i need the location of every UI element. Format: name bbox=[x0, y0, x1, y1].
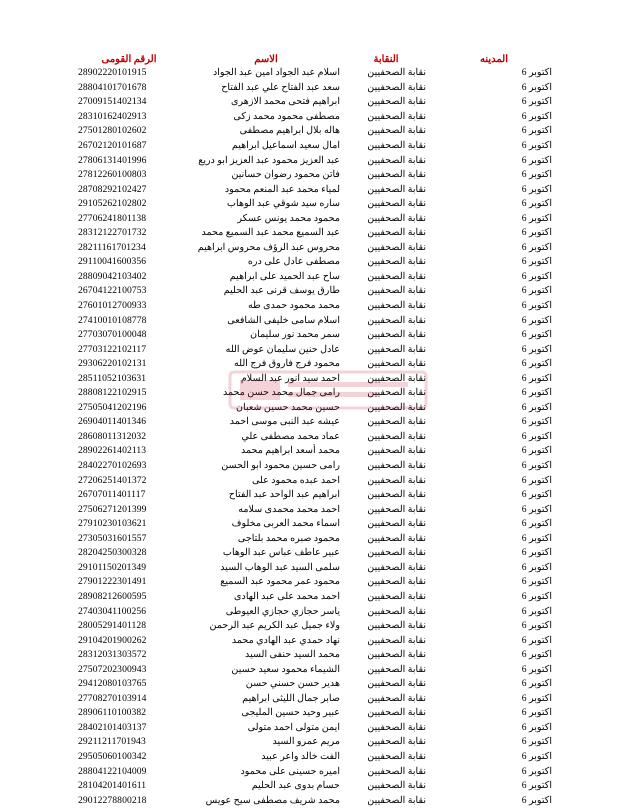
national-id-cell: 28608011312032 bbox=[78, 430, 147, 442]
national-id-cell: 27901222301491 bbox=[78, 576, 147, 588]
city-cell: اكتوبر 6 bbox=[521, 430, 552, 442]
table-row bbox=[70, 430, 560, 445]
table-body bbox=[70, 66, 560, 808]
name-cell: ايمن متولى احمد متولى bbox=[247, 721, 340, 733]
city-cell: اكتوبر 6 bbox=[521, 416, 552, 428]
table-row bbox=[70, 226, 560, 241]
name-cell: نهاد حمدي عبد الهادي محمد bbox=[231, 634, 340, 646]
national-id-cell: 27708270103914 bbox=[78, 692, 147, 704]
header-city: المدينه bbox=[479, 54, 509, 65]
national-id-cell: 27505041202196 bbox=[78, 401, 147, 413]
city-cell: اكتوبر 6 bbox=[521, 678, 552, 690]
city-cell: اكتوبر 6 bbox=[521, 154, 552, 166]
city-cell: اكتوبر 6 bbox=[521, 561, 552, 573]
header-union: النقابة bbox=[373, 54, 399, 65]
union-cell: نقابة الصحفيين bbox=[367, 125, 426, 137]
table-row bbox=[70, 95, 560, 110]
union-cell: نقابة الصحفيين bbox=[367, 67, 426, 79]
table-row bbox=[70, 270, 560, 285]
national-id-cell: 27506271201399 bbox=[78, 503, 147, 515]
city-cell: اكتوبر 6 bbox=[521, 736, 552, 748]
name-cell: احمد محمد محمدى سلامه bbox=[238, 503, 340, 515]
city-cell: اكتوبر 6 bbox=[521, 96, 552, 108]
national-id-cell: 27501280102602 bbox=[78, 125, 147, 137]
city-cell: اكتوبر 6 bbox=[521, 300, 552, 312]
name-cell: الشيماء محمود سعيد حسين bbox=[231, 663, 340, 675]
city-cell: اكتوبر 6 bbox=[521, 343, 552, 355]
table-row bbox=[70, 153, 560, 168]
national-id-cell: 29104201900262 bbox=[78, 634, 147, 646]
union-cell: نقابة الصحفيين bbox=[367, 227, 426, 239]
city-cell: اكتوبر 6 bbox=[521, 721, 552, 733]
union-cell: نقابة الصحفيين bbox=[367, 736, 426, 748]
national-id-cell: 27703122102117 bbox=[78, 343, 147, 355]
city-cell: اكتوبر 6 bbox=[521, 358, 552, 370]
union-cell: نقابة الصحفيين bbox=[367, 256, 426, 268]
name-cell: مريم عمرو السيد bbox=[272, 736, 340, 748]
table-row bbox=[70, 139, 560, 154]
national-id-cell: 26704122100753 bbox=[78, 285, 147, 297]
city-cell: اكتوبر 6 bbox=[521, 590, 552, 602]
city-cell: اكتوبر 6 bbox=[521, 489, 552, 501]
union-cell: نقابة الصحفيين bbox=[367, 605, 426, 617]
table-row bbox=[70, 313, 560, 328]
name-cell: اسلام سامى خليفى الشافعى bbox=[227, 314, 340, 326]
name-cell: سمر محمد نور سليمان bbox=[250, 329, 340, 341]
table-row bbox=[70, 444, 560, 459]
national-id-cell: 27305031601557 bbox=[78, 532, 147, 544]
table-row bbox=[70, 648, 560, 663]
table-row bbox=[70, 81, 560, 96]
city-cell: اكتوبر 6 bbox=[521, 663, 552, 675]
name-cell: محمد السيد حنفى السيد bbox=[245, 649, 340, 661]
city-cell: اكتوبر 6 bbox=[521, 576, 552, 588]
city-cell: اكتوبر 6 bbox=[521, 198, 552, 210]
name-cell: محمد شريف مصطفى سيح عويس bbox=[205, 794, 340, 806]
name-cell: طارق يوسف قرنى عبد الحليم bbox=[223, 285, 340, 297]
city-cell: اكتوبر 6 bbox=[521, 460, 552, 472]
city-cell: اكتوبر 6 bbox=[521, 285, 552, 297]
name-cell: عبد العزيز محمود عبد العزيز ابو دريع bbox=[198, 154, 340, 166]
national-id-cell: 29505060100342 bbox=[78, 750, 147, 762]
name-cell: سلمى السيد عبد الوهاب السيد bbox=[220, 561, 340, 573]
table-row bbox=[70, 532, 560, 547]
table-row bbox=[70, 459, 560, 474]
name-cell: هاله بلال ابراهيم مصطفى bbox=[239, 125, 340, 137]
union-cell: نقابة الصحفيين bbox=[367, 169, 426, 181]
city-cell: اكتوبر 6 bbox=[521, 81, 552, 93]
name-cell: حسام بدوى عبد الحليم bbox=[251, 780, 340, 792]
city-cell: اكتوبر 6 bbox=[521, 329, 552, 341]
name-cell: احمد سيد انور عبد السلام bbox=[240, 372, 340, 384]
name-cell: لمياء محمد عبد المنعم محمود bbox=[224, 183, 340, 195]
city-cell: اكتوبر 6 bbox=[521, 649, 552, 661]
name-cell: اسماء محمد العربى مخلوف bbox=[231, 518, 340, 530]
national-id-cell: 28005291401128 bbox=[78, 620, 147, 632]
table-row bbox=[70, 401, 560, 416]
city-cell: اكتوبر 6 bbox=[521, 110, 552, 122]
table-row bbox=[70, 721, 560, 736]
national-id-cell: 27403041100256 bbox=[78, 605, 147, 617]
union-cell: نقابة الصحفيين bbox=[367, 110, 426, 122]
name-cell: اسلام عبد الجواد امين عبد الجواد bbox=[212, 67, 340, 79]
city-cell: اكتوبر 6 bbox=[521, 270, 552, 282]
table-row bbox=[70, 561, 560, 576]
union-cell: نقابة الصحفيين bbox=[367, 590, 426, 602]
city-cell: اكتوبر 6 bbox=[521, 692, 552, 704]
city-cell: اكتوبر 6 bbox=[521, 765, 552, 777]
union-cell: نقابة الصحفيين bbox=[367, 576, 426, 588]
union-cell: نقابة الصحفيين bbox=[367, 707, 426, 719]
national-id-cell: 26707011401117 bbox=[78, 489, 146, 501]
table-row bbox=[70, 546, 560, 561]
table-row bbox=[70, 66, 560, 81]
table-row bbox=[70, 168, 560, 183]
national-id-cell: 28402270102693 bbox=[78, 460, 147, 472]
name-cell: احمد عبده محمود على bbox=[251, 474, 340, 486]
union-cell: نقابة الصحفيين bbox=[367, 285, 426, 297]
city-cell: اكتوبر 6 bbox=[521, 125, 552, 137]
name-cell: محمود عمر محمود عبد السميع bbox=[220, 576, 340, 588]
national-id-cell: 27410010108778 bbox=[78, 314, 147, 326]
table-row bbox=[70, 255, 560, 270]
table-row bbox=[70, 706, 560, 721]
table-row bbox=[70, 415, 560, 430]
name-cell: اميره حسينى على محمود bbox=[240, 765, 340, 777]
city-cell: اكتوبر 6 bbox=[521, 518, 552, 530]
union-cell: نقابة الصحفيين bbox=[367, 343, 426, 355]
name-cell: عبير وحيد حسين المليجى bbox=[241, 707, 340, 719]
city-cell: اكتوبر 6 bbox=[521, 67, 552, 79]
union-cell: نقابة الصحفيين bbox=[367, 634, 426, 646]
union-cell: نقابة الصحفيين bbox=[367, 154, 426, 166]
union-cell: نقابة الصحفيين bbox=[367, 663, 426, 675]
table-row bbox=[70, 197, 560, 212]
union-cell: نقابة الصحفيين bbox=[367, 300, 426, 312]
union-cell: نقابة الصحفيين bbox=[367, 372, 426, 384]
national-id-cell: 29101150201349 bbox=[78, 561, 147, 573]
union-cell: نقابة الصحفيين bbox=[367, 183, 426, 195]
table-row bbox=[70, 662, 560, 677]
table-row bbox=[70, 124, 560, 139]
table-row bbox=[70, 182, 560, 197]
union-cell: نقابة الصحفيين bbox=[367, 649, 426, 661]
name-cell: هدير حسن حسني حسن bbox=[245, 678, 340, 690]
table-row bbox=[70, 299, 560, 314]
union-cell: نقابة الصحفيين bbox=[367, 387, 426, 399]
table-row bbox=[70, 677, 560, 692]
city-cell: اكتوبر 6 bbox=[521, 634, 552, 646]
national-id-cell: 29110041600356 bbox=[78, 256, 147, 268]
national-id-cell: 28312122701732 bbox=[78, 227, 147, 239]
table-row bbox=[70, 357, 560, 372]
union-cell: نقابة الصحفيين bbox=[367, 212, 426, 224]
union-cell: نقابة الصحفيين bbox=[367, 140, 426, 151]
union-cell: نقابة الصحفيين bbox=[367, 401, 426, 413]
name-cell: عبير عاطف عباس عبد الوهاب bbox=[222, 547, 340, 559]
national-id-cell: 28804122104009 bbox=[78, 765, 147, 777]
city-cell: اكتوبر 6 bbox=[521, 707, 552, 719]
national-id-cell: 28808122102915 bbox=[78, 387, 147, 399]
national-id-cell: 27806131401996 bbox=[78, 154, 147, 166]
name-cell: مصطفى عادل على دره bbox=[247, 256, 340, 268]
national-id-cell: 27507202300943 bbox=[78, 663, 147, 675]
city-cell: اكتوبر 6 bbox=[521, 183, 552, 195]
union-cell: نقابة الصحفيين bbox=[367, 445, 426, 457]
national-id-cell: 29306220102131 bbox=[78, 358, 147, 370]
national-id-cell: 28809042103402 bbox=[78, 270, 147, 282]
name-cell: ياسر حجازي حجازي العيوطى bbox=[225, 605, 340, 617]
table-row bbox=[70, 342, 560, 357]
header-row bbox=[70, 53, 560, 66]
city-cell: اكتوبر 6 bbox=[521, 256, 552, 268]
union-cell: نقابة الصحفيين bbox=[367, 794, 426, 806]
national-id-cell: 28211161701234 bbox=[78, 241, 146, 253]
national-id-cell: 28204250300328 bbox=[78, 547, 147, 559]
name-cell: ساره سيد شوقي عبد الوهاب bbox=[227, 198, 340, 210]
city-cell: اكتوبر 6 bbox=[521, 401, 552, 413]
name-cell: رامى جمال محمد حسن محمد bbox=[222, 387, 340, 399]
union-cell: نقابة الصحفيين bbox=[367, 329, 426, 341]
name-cell: ولاء جميل عبد الكريم عبد الرحمن bbox=[209, 620, 340, 632]
name-cell: رامى حسين محمود ابو الحسن bbox=[221, 460, 340, 472]
national-id-cell: 28804101701678 bbox=[78, 81, 147, 93]
union-cell: نقابة الصحفيين bbox=[367, 750, 426, 762]
national-id-cell: 29211211701943 bbox=[78, 736, 146, 748]
table-row bbox=[70, 619, 560, 634]
name-cell: فاتن محمود رضوان حسانين bbox=[231, 169, 340, 181]
city-cell: اكتوبر 6 bbox=[521, 780, 552, 792]
national-id-cell: 27601012700933 bbox=[78, 300, 147, 312]
name-cell: محروس عبد الرؤف محروس ابراهيم bbox=[197, 241, 340, 253]
national-id-cell: 28312031303572 bbox=[78, 649, 147, 661]
national-id-cell: 27812260100803 bbox=[78, 169, 147, 181]
union-cell: نقابة الصحفيين bbox=[367, 96, 426, 108]
name-cell: سعد عبد الفتاح علي عبد الفتاح bbox=[221, 81, 340, 93]
header-national-id: الرقم القومى bbox=[101, 54, 157, 65]
city-cell: اكتوبر 6 bbox=[521, 212, 552, 224]
union-cell: نقابة الصحفيين bbox=[367, 692, 426, 704]
city-cell: اكتوبر 6 bbox=[521, 532, 552, 544]
city-cell: اكتوبر 6 bbox=[521, 241, 552, 253]
table-row bbox=[70, 590, 560, 605]
union-cell: نقابة الصحفيين bbox=[367, 314, 426, 326]
name-cell: احمد محمد على عبد الهادى bbox=[234, 590, 340, 602]
city-cell: اكتوبر 6 bbox=[521, 605, 552, 617]
name-cell: محمد محمود حمدى طه bbox=[247, 300, 340, 312]
name-cell: عيشه عبد النبى موسى احمد bbox=[229, 416, 340, 428]
name-cell: الفت خالد واعر عبيد bbox=[261, 750, 340, 762]
union-cell: نقابة الصحفيين bbox=[367, 474, 426, 486]
table-row bbox=[70, 779, 560, 794]
national-id-cell: 28906110100382 bbox=[78, 707, 147, 719]
union-cell: نقابة الصحفيين bbox=[367, 489, 426, 501]
national-id-cell: 28310162402913 bbox=[78, 110, 147, 122]
union-cell: نقابة الصحفيين bbox=[367, 503, 426, 515]
national-id-cell: 27206251401372 bbox=[78, 474, 147, 486]
name-cell: مصطفى محمود محمد زكى bbox=[233, 110, 340, 122]
members-table bbox=[70, 53, 560, 808]
table-row bbox=[70, 502, 560, 517]
city-cell: اكتوبر 6 bbox=[521, 140, 552, 151]
national-id-cell: 28104201401611 bbox=[78, 780, 147, 792]
union-cell: نقابة الصحفيين bbox=[367, 620, 426, 632]
name-cell: عادل حنين سليمان عوض الله bbox=[225, 343, 340, 355]
national-id-cell: 28908212600595 bbox=[78, 590, 147, 602]
national-id-cell: 29412080103765 bbox=[78, 678, 147, 690]
name-cell: ابراهيم فتحى محمد الازهرى bbox=[230, 96, 340, 108]
national-id-cell: 28511052103631 bbox=[78, 372, 147, 384]
national-id-cell: 29012278800218 bbox=[78, 794, 147, 806]
national-id-cell: 28902261402113 bbox=[78, 445, 147, 457]
name-cell: حسين محمد حسين شعبان bbox=[235, 401, 340, 413]
table-row bbox=[70, 575, 560, 590]
name-cell: عبد السميع محمد عبد السميع محمد bbox=[201, 227, 340, 239]
city-cell: اكتوبر 6 bbox=[521, 547, 552, 559]
name-cell: صابر جمال الليثى ابراهيم bbox=[242, 692, 340, 704]
union-cell: نقابة الصحفيين bbox=[367, 721, 426, 733]
national-id-cell: 26904011401346 bbox=[78, 416, 147, 428]
table-row bbox=[70, 110, 560, 125]
table-row bbox=[70, 241, 560, 256]
national-id-cell: 27910230103621 bbox=[78, 518, 147, 530]
national-id-cell: 27009151402134 bbox=[78, 96, 147, 108]
table-row bbox=[70, 386, 560, 401]
national-id-cell: 28902220101915 bbox=[78, 67, 147, 79]
union-cell: نقابة الصحفيين bbox=[367, 532, 426, 544]
union-cell: نقابة الصحفيين bbox=[367, 518, 426, 530]
union-cell: نقابة الصحفيين bbox=[367, 430, 426, 442]
name-cell: محمود صبره محمد بلتاجى bbox=[237, 532, 340, 544]
union-cell: نقابة الصحفيين bbox=[367, 561, 426, 573]
table-row bbox=[70, 750, 560, 765]
union-cell: نقابة الصحفيين bbox=[367, 416, 426, 428]
union-cell: نقابة الصحفيين bbox=[367, 241, 426, 253]
name-cell: امال سعيد اسماعيل ابراهيم bbox=[231, 140, 340, 151]
union-cell: نقابة الصحفيين bbox=[367, 547, 426, 559]
city-cell: اكتوبر 6 bbox=[521, 314, 552, 326]
table-row bbox=[70, 284, 560, 299]
city-cell: اكتوبر 6 bbox=[521, 503, 552, 515]
table-row bbox=[70, 764, 560, 779]
national-id-cell: 26702120101687 bbox=[78, 140, 147, 151]
table-row bbox=[70, 793, 560, 808]
union-cell: نقابة الصحفيين bbox=[367, 198, 426, 210]
table-row bbox=[70, 371, 560, 386]
national-id-cell: 28708292102427 bbox=[78, 183, 147, 195]
table-row bbox=[70, 488, 560, 503]
city-cell: اكتوبر 6 bbox=[521, 169, 552, 181]
header-name: الاسم bbox=[254, 54, 278, 65]
city-cell: اكتوبر 6 bbox=[521, 474, 552, 486]
union-cell: نقابة الصحفيين bbox=[367, 270, 426, 282]
union-cell: نقابة الصحفيين bbox=[367, 780, 426, 792]
name-cell: ساح عبد الحميد على ابراهيم bbox=[229, 270, 340, 282]
name-cell: محمود فرج فاروق فرج الله bbox=[234, 358, 340, 370]
table-row bbox=[70, 473, 560, 488]
table-header bbox=[70, 53, 560, 66]
national-id-cell: 27703070100048 bbox=[78, 329, 147, 341]
table-row bbox=[70, 633, 560, 648]
national-id-cell: 28402101403137 bbox=[78, 721, 147, 733]
name-cell: عماد محمد مصطفى علي bbox=[241, 430, 340, 442]
union-cell: نقابة الصحفيين bbox=[367, 81, 426, 93]
city-cell: اكتوبر 6 bbox=[521, 620, 552, 632]
name-cell: ابراهيم عبد الواحد عبد الفتاح bbox=[228, 489, 340, 501]
table-row bbox=[70, 517, 560, 532]
table-row bbox=[70, 735, 560, 750]
union-cell: نقابة الصحفيين bbox=[367, 460, 426, 472]
city-cell: اكتوبر 6 bbox=[521, 750, 552, 762]
city-cell: اكتوبر 6 bbox=[521, 445, 552, 457]
national-id-cell: 29105262102802 bbox=[78, 198, 147, 210]
table-row bbox=[70, 604, 560, 619]
table-row bbox=[70, 328, 560, 343]
national-id-cell: 27706241801138 bbox=[78, 212, 147, 224]
city-cell: اكتوبر 6 bbox=[521, 227, 552, 239]
union-cell: نقابة الصحفيين bbox=[367, 765, 426, 777]
union-cell: نقابة الصحفيين bbox=[367, 358, 426, 370]
name-cell: محمد أسعد ابراهيم محمد bbox=[240, 445, 340, 457]
city-cell: اكتوبر 6 bbox=[521, 372, 552, 384]
name-cell: محمود محمد يونس عسكر bbox=[237, 212, 340, 224]
table-row bbox=[70, 692, 560, 707]
union-cell: نقابة الصحفيين bbox=[367, 678, 426, 690]
city-cell: اكتوبر 6 bbox=[521, 387, 552, 399]
city-cell: اكتوبر 6 bbox=[521, 794, 552, 806]
table-row bbox=[70, 211, 560, 226]
